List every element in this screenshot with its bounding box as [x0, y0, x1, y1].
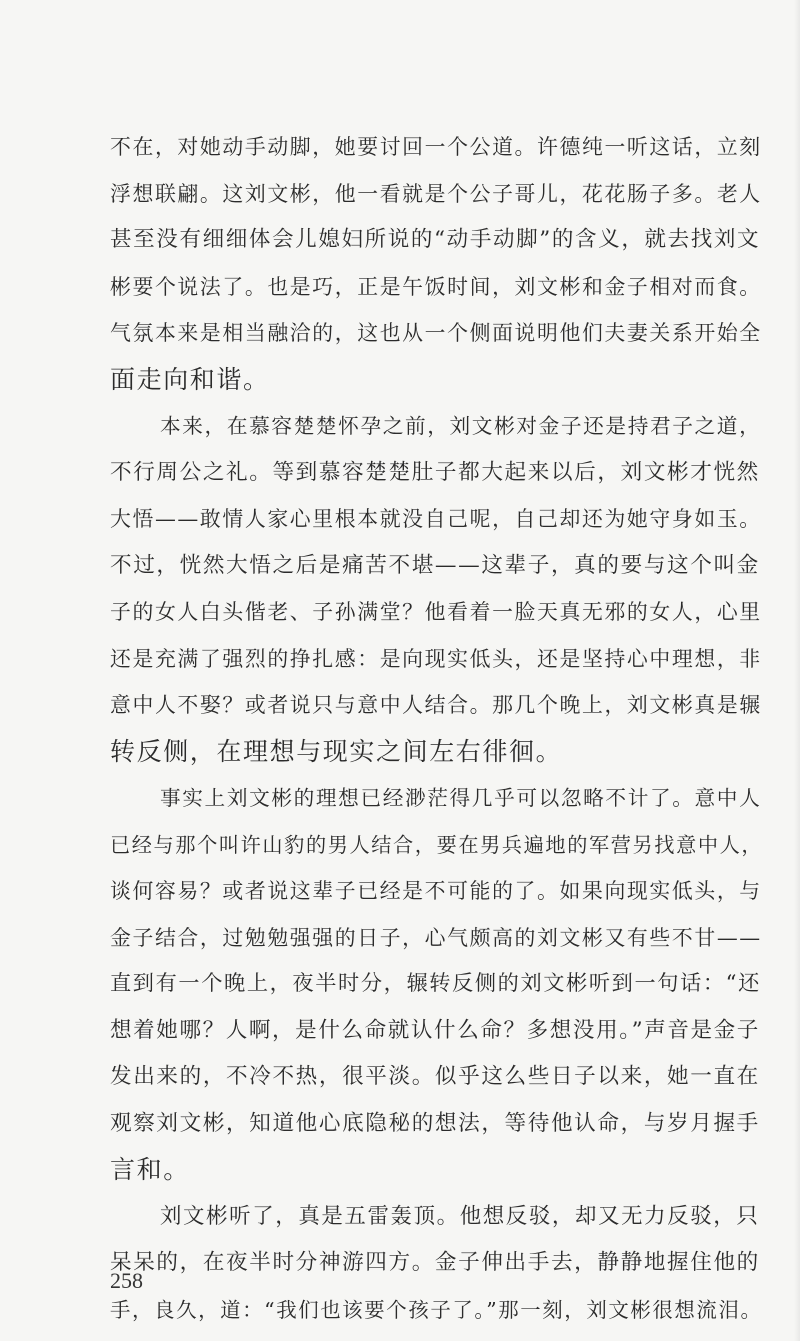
text-line: 谈何容易？或者说这辈子已经是不可能的了。如果向现实低头，与: [110, 879, 762, 903]
text-line: 事实上刘文彬的理想已经渺茫得几乎可以忽略不计了。意中人: [160, 786, 762, 810]
text-line: 不过，恍然大悟之后是痛苦不堪——这辈子，真的要与这个叫金: [110, 552, 760, 578]
text-line: 刘文彬听了，真是五雷轰顶。他想反驳，却又无力反驳，只: [160, 1203, 760, 1229]
text-line: 不在，对她动手动脚，她要讨回一个公道。许德纯一听这话，立刻: [110, 135, 762, 159]
text-line: 想着她哪？人啊，是什么命就认什么命？多想没用。”声音是金子: [110, 1017, 760, 1043]
text-line: 面走向和谐。: [110, 364, 270, 394]
body-text: [110, 124, 764, 1333]
text-line: 言和。: [110, 1155, 190, 1184]
text-line: 发出来的，不冷不热，很平淡。似乎这么些日子以来，她一直在: [110, 1064, 760, 1089]
text-line: 子的女人白头偕老、子孙满堂？他看着一脸天真无邪的女人，心里: [110, 600, 762, 624]
text-line: 大悟——敢情人家心里根本就没自己呢，自己却还为她守身如玉。: [110, 507, 762, 531]
text-line: 手，良久，道：“我们也该要个孩子了。”那一刻，刘文彬很想流泪。: [110, 1297, 763, 1322]
text-line: 意中人不娶？或者说只与意中人结合。那几个晚上，刘文彬真是辗: [110, 693, 762, 717]
text-line: 呆呆的，在夜半时分神游四方。金子伸出手去，静静地握住他的: [110, 1250, 760, 1275]
text-line: 本来，在慕容楚楚怀孕之前，刘文彬对金子还是持君子之道，: [160, 414, 762, 438]
page-number: 258: [110, 1268, 143, 1293]
text-line: 浮想联翩。这刘文彬，他一看就是个公子哥儿，花花肠子多。老人: [110, 181, 762, 206]
paragraph: [110, 1194, 763, 1334]
text-line: 观察刘文彬，知道他心底隐秘的想法，等待他认命，与岁月握手: [110, 1110, 760, 1136]
text-line: 已经与那个叫许山豹的男人结合，要在男兵遍地的军营另找意中人，: [110, 832, 764, 857]
text-line: 不行周公之礼。等到慕容楚楚肚子都大起来以后，刘文彬才恍然: [110, 459, 760, 485]
paragraph: [110, 403, 762, 775]
text-line: 甚至没有细细体会儿媳妇所说的“动手动脚”的含义，就去找刘文: [110, 227, 761, 252]
text-line: 气氛本来是相当融洽的，这也从一个侧面说明他们夫妻关系开始全: [110, 321, 762, 345]
text-line: 彬要个说法了。也是巧，正是午饭时间，刘文彬和金子相对而食。: [110, 274, 762, 299]
paragraph: [110, 124, 762, 403]
text-line: 直到有一个晚上，夜半时分，辗转反侧的刘文彬听到一句话：“还: [110, 971, 761, 996]
page-edge-shadow: [794, 0, 800, 1341]
text-line: 金子结合，过勉勉强强的日子，心气颇高的刘文彬又有些不甘——: [110, 925, 762, 950]
paragraph: [110, 775, 764, 1194]
text-line: 还是充满了强烈的挣扎感：是向现实低头，还是坚持心中理想，非: [110, 646, 762, 671]
text-line: 转反侧，在理想与现实之间左右徘徊。: [110, 736, 563, 766]
